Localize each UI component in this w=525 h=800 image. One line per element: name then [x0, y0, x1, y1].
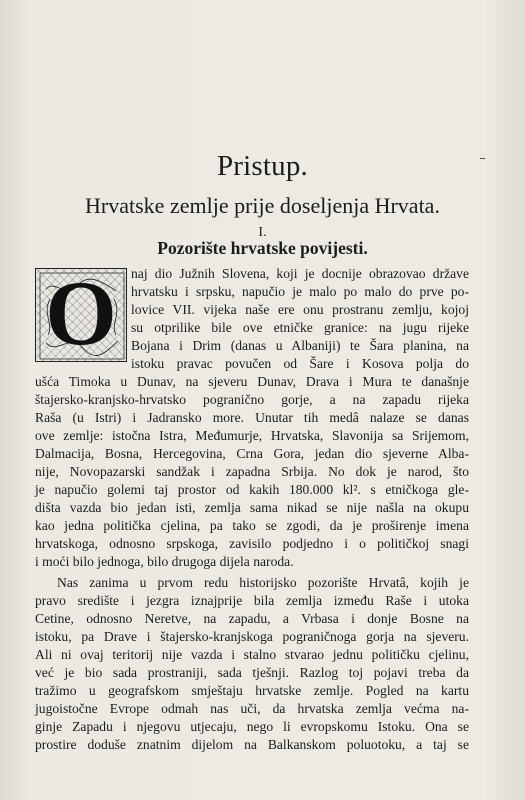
text-line: hrvatsku i srpsku, napučio je malo po malo do prve po-	[131, 284, 469, 299]
text-line: Dalmacija, Bosna, Hercegovina, Crna Gora, jedan dio sjeverne Alba-	[35, 446, 469, 461]
text-line: naj dio Južnih Slovena, koji je docnije obrazovao države	[131, 266, 469, 281]
text-line: kao jedna politička cjelina, pa tako se zgodi, da je proširenje imena	[35, 518, 469, 533]
section-number: I.	[258, 225, 267, 240]
text-line: hrvatskoga, odnosno srpskoga, zavisilo podjedno i o političkoj snagi	[35, 536, 469, 551]
page-title: Pristup.	[216, 150, 309, 182]
text-line: Cetine, odnosno Neretve, na zapadu, a Vrbasa i donje Bosne na	[35, 611, 469, 626]
text-line: već je bio sada prostraniji, sada tješnji. Razlog toj pojavi treba da	[35, 665, 469, 680]
text-line: Nas zanima u prvom redu historijsko pozorište Hrvatâ, kojih je	[57, 575, 469, 590]
text-line: Bojana i Drim (danas u Albaniji) te Šara planina, na	[131, 338, 469, 353]
text-line: štajersko-kranjsko-hrvatsko pogranično gorje, a na zapadu rijeka	[35, 392, 469, 407]
text-line: je napučio golemi taj prostor od kakih 180.000 kl². s etničkoga gle-	[35, 482, 469, 497]
text-line: istoku, pa Drave i štajersko-kranjskoga pograničnoga gorja na sjeveru.	[35, 629, 469, 644]
text-line: Ali ni ovaj teritorij nije vazda i stalno stvarao jednu političku cjelinu,	[35, 647, 469, 662]
text-line: pravo središte i jezgra iznajprije bila zemlja između Raše i utoka	[35, 593, 469, 608]
text-line: Raša (u Istri) i Jadransko more. Unutar tih medâ nalaze se danas	[35, 410, 469, 425]
text-line: lovice VII. vijeka naše ere onu prostranu zemlju, kojoj	[131, 302, 469, 317]
text-line: jugoistočne Evrope odmah nas uči, da hrvatska zemlja većma na-	[35, 701, 469, 716]
text-line: ušća Timoka u Dunav, na sjeveru Dunav, Drava i Mura te današnje	[35, 374, 469, 389]
text-line: nije, Novopazarski sandžak i zapadna Srbija. No dok je narod, što	[35, 464, 469, 479]
text-line: prostire doduše znatnim dijelom na Balkanskom poluotoku, a taj se	[35, 737, 469, 752]
text-line: ginje Zapadu i njegovu utjecaju, nego li evropskomu Istoku. Ona se	[35, 719, 469, 734]
text-line: i moći bilo jednoga, bilo drugoga dijela naroda.	[35, 554, 294, 569]
text-line: ove zemlje: istočna Istra, Međumurje, Hrvatska, Slavonija sa Srijemom,	[35, 428, 469, 443]
drop-cap-letter: O	[45, 262, 117, 364]
text-line: su otprilike bile ove etničke granice: na jugu rijeke	[131, 320, 469, 335]
chapter-subtitle: Hrvatske zemlje prije doseljenja Hrvata.	[85, 193, 440, 218]
text-line: tražimo u geografskom smještaju hrvatske zemlje. Pogled na kartu	[35, 683, 469, 698]
section-title: Pozorište hrvatske povijesti.	[157, 238, 368, 258]
ornamental-drop-cap	[35, 262, 127, 364]
text-line: istoku pravac povučen od Šare i Kosova polja do	[131, 356, 469, 371]
text-line: dišta vazda bio jedan isti, zemlja sama nikad se nije našla na okupu	[35, 500, 469, 515]
